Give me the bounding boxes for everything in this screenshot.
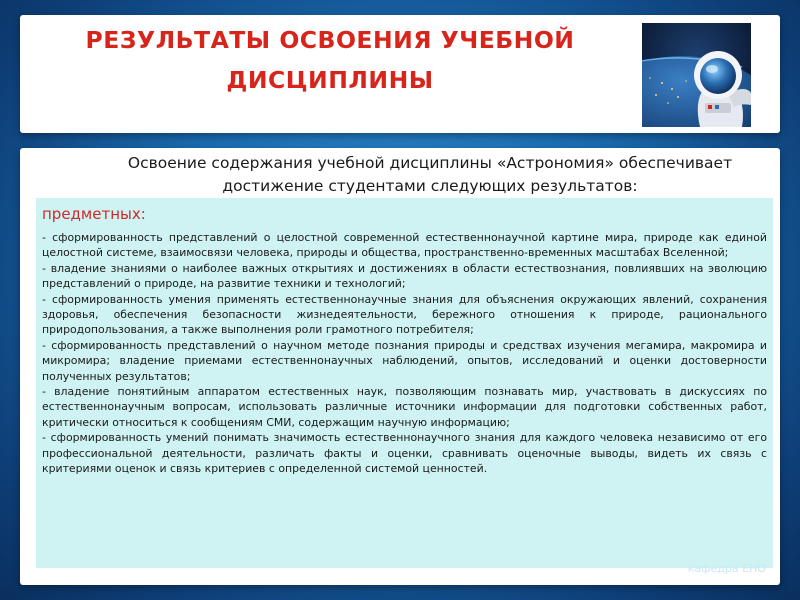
- astronaut-earth-icon: [642, 23, 751, 127]
- page-title-line-2: ДИСЦИПЛИНЫ: [226, 66, 434, 94]
- result-item: - сформированность умения применять естественнонаучные знания для объяснения окружающих явлений, сохранения здоровья, обеспечения безопасности жизнедеятельности, бережного отношения к природе, рационального природопользования, а также выполнения роли грамотного потребителя;: [42, 292, 767, 337]
- result-item: - сформированность представлений о целостной современной естественнонаучной картине мира, природе как единой целостной системе, взаимосвязи человека, природы и общества, пространственно-временных масштабах Вселенной;: [42, 231, 767, 260]
- results-heading: предметных:: [42, 205, 146, 223]
- footer-label: кафедра ЕНО: [687, 562, 766, 575]
- result-item: - владение знаниями о наиболее важных открытиях и достижениях в области естествознания, повлиявших на эволюцию представлений о природе, на развитие техники и технологий;: [42, 261, 767, 291]
- astronaut-earth-image: [642, 23, 751, 127]
- page-title: [40, 20, 620, 100]
- results-panel: [36, 198, 773, 568]
- result-item: - сформированность умений понимать значимость естественнонаучного знания для каждого человека независимо от его профессиональной деятельности, различать факты и оценки, сравнивать оценочные выводы, видеть их связь с критериями оценок и связь критериев с определенной системой ценностей.: [42, 431, 767, 476]
- page-title-line-1: РЕЗУЛЬТАТЫ ОСВОЕНИЯ УЧЕБНОЙ: [85, 26, 575, 54]
- intro-text: Освоение содержания учебной дисциплины «Астрономия» обеспечивает достижение студентами следующих результатов:: [127, 154, 733, 195]
- result-item: - владение понятийным аппаратом естественных наук, позволяющим познавать мир, участвовать в дискуссиях по естественнонаучным вопросам, использовать различные источники информации для подготовки собственных работ, критически относиться к сообщениям СМИ, содержащим научную информацию;: [42, 385, 767, 429]
- result-item: - сформированность представлений о научном методе познания природы и средствах изучения мегамира, макромира и микромира; владение приемами естественнонаучных наблюдений, опытов, исследований и оценки достоверности полученных результатов;: [42, 338, 767, 383]
- results-list: [42, 230, 767, 477]
